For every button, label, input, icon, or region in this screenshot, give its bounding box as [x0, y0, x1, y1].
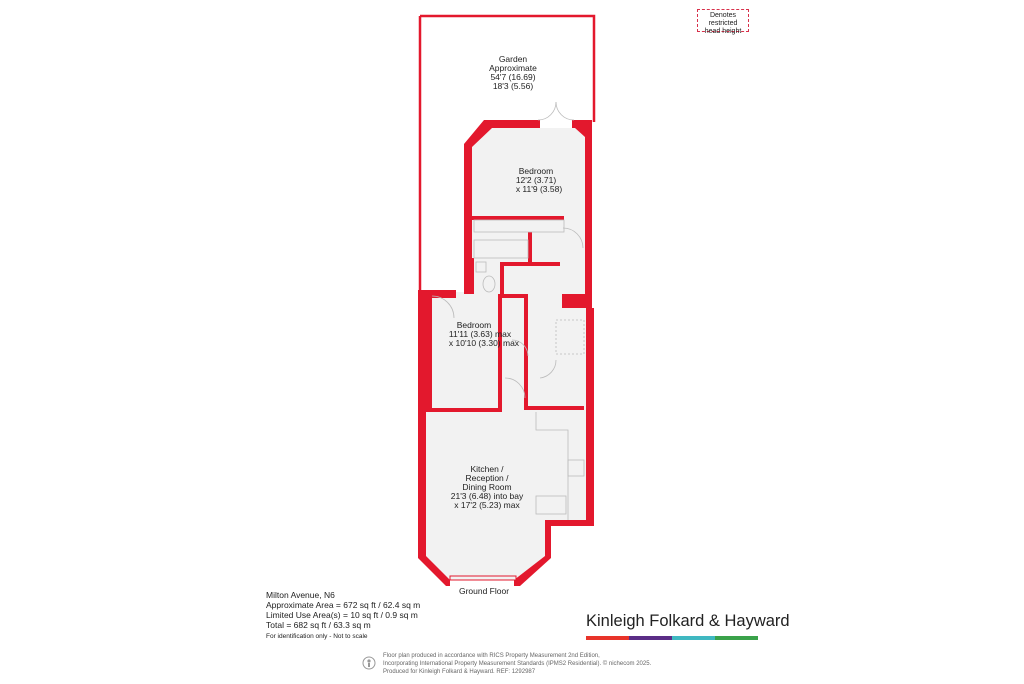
total-area: Total = 682 sq ft / 63.3 sq m — [266, 620, 371, 630]
limited-use-area: Limited Use Area(s) = 10 sq ft / 0.9 sq m — [266, 610, 418, 620]
footer-text — [383, 652, 651, 676]
rics-logo-icon — [362, 656, 376, 670]
garden-dim1: 54'7 (16.69) — [490, 72, 536, 82]
bedroom2-dim2: x 10'10 (3.30) max — [448, 338, 520, 348]
kitchen-dim1: 21'3 (6.48) into bay — [450, 491, 524, 501]
footer-line2: Incorporating International Property Measurement Standards (IPMS2 Residential). © nichecom 2025. — [383, 661, 652, 667]
garden-name: Garden — [498, 54, 528, 64]
restricted-height-legend — [697, 9, 749, 35]
brand-color-bar — [586, 636, 758, 640]
address: Milton Avenue, N6 — [266, 590, 335, 600]
legend-line1: Denotes restricted — [708, 12, 738, 27]
brand-bar-purple — [629, 636, 672, 640]
brand-bar-red — [586, 636, 629, 640]
property-info — [266, 590, 420, 642]
kitchen-line2: Reception / — [465, 473, 509, 483]
approximate-area: Approximate Area = 672 sq ft / 62.4 sq m — [266, 600, 421, 610]
kitchen-line1: Kitchen / — [470, 464, 504, 474]
garden-dim2: 18'3 (5.56) — [492, 81, 534, 91]
footer-line3: Produced for Kinleigh Folkard & Hayward. REF: 1292987 — [383, 669, 536, 675]
bedroom1-dim1: 12'2 (3.71) — [515, 175, 557, 185]
kitchen-dim2: x 17'2 (5.23) max — [454, 500, 520, 510]
floor-label: Ground Floor — [458, 586, 510, 596]
bedroom1-dim2: x 11'9 (3.58) — [515, 184, 563, 194]
legend-line2: head height — [704, 28, 742, 35]
bedroom2-name: Bedroom — [456, 320, 492, 330]
bedroom1-name: Bedroom — [518, 166, 554, 176]
garden-line2: Approximate — [489, 63, 537, 73]
identification-note: For identification only - Not to scale — [266, 633, 368, 640]
footer-line1: Floor plan produced in accordance with RICS Property Measurement 2nd Edition, — [383, 653, 600, 659]
brand-bar-teal — [672, 636, 715, 640]
kitchen-line3: Dining Room — [462, 482, 512, 492]
brand-bar-green — [715, 636, 758, 640]
brand-name: Kinleigh Folkard & Hayward — [586, 612, 790, 630]
bedroom2-dim1: 11'11 (3.63) max — [448, 329, 512, 339]
